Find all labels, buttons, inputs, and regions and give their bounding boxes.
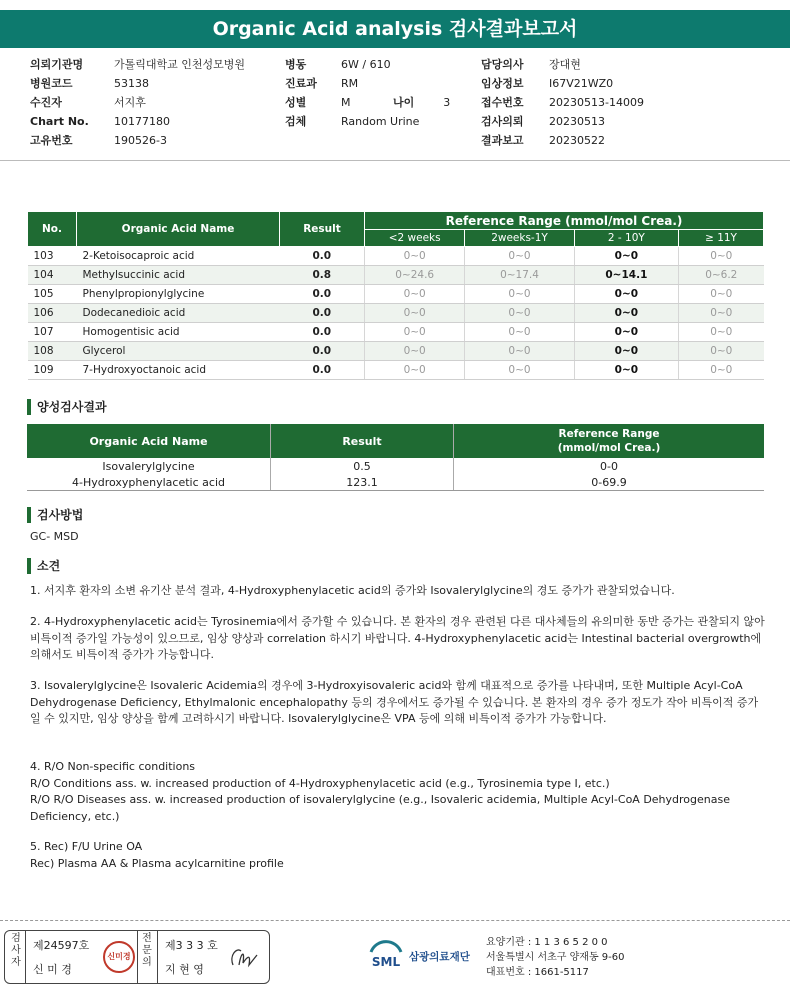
patient-field	[30, 93, 245, 112]
patient-field-value: 20230513-14009	[549, 96, 644, 109]
positive-results-heading: 양성검사결과	[27, 399, 107, 415]
positive-acid-name: Isovalerylglycine	[102, 459, 195, 473]
table-row	[28, 304, 764, 323]
positive-results-body	[27, 458, 764, 491]
finding-paragraph-4: 4. R/O Non-specific conditions R/O Conditions ass. w. increased production of 4-Hydroxyphenylacetic acid (e.g., Tyrosinemia type Ⅰ, etc.) R/O R/O Diseases ass. w. increased production of isovalerylglycine (e.g., Isovaleric acidemia, Multiple Acyl-CoA Dehydrogenase Deficiency, etc.)	[30, 760, 730, 823]
acid-name: Dodecanedioic acid	[77, 304, 280, 323]
table-row	[27, 474, 764, 491]
range-header: <2 weeks	[365, 230, 465, 247]
patient-field	[285, 112, 419, 131]
result-value: 0.0	[280, 361, 365, 380]
svg-text:SML: SML	[371, 955, 401, 969]
acid-name: Methylsuccinic acid	[77, 266, 280, 285]
finding-paragraph-1: 1. 서지후 환자의 소변 유기산 분석 결과, 4-Hydroxyphenylacetic acid의 증가와 Isovalerylglycine의 경도 증가가 관찰되었습니다.	[30, 584, 675, 597]
reference-value: 0~0	[574, 342, 678, 361]
positive-result-value: 0.5	[271, 458, 454, 474]
acid-name: 2-Ketoisocaproic acid	[77, 247, 280, 266]
reference-value: 0~0	[465, 342, 574, 361]
age-field	[393, 93, 450, 112]
patient-field-label: 검체	[285, 115, 307, 128]
row-number: 107	[28, 323, 77, 342]
reference-value: 0~0	[365, 361, 465, 380]
col-header-result: Result	[280, 212, 365, 247]
specialist-license-no: 제3 3 3 호	[165, 939, 218, 952]
reference-value: 0~0	[574, 323, 678, 342]
result-value: 0.0	[280, 304, 365, 323]
specialist-role: 전 문 의	[142, 933, 152, 968]
report-title: Organic Acid analysis 검사결과보고서	[0, 10, 790, 48]
reference-value: 0~0	[679, 323, 764, 342]
reference-value: 0~0	[679, 247, 764, 266]
positive-reference-value: 0-0	[454, 458, 765, 474]
row-number: 109	[28, 361, 77, 380]
signature-box	[4, 930, 270, 984]
table-row	[28, 285, 764, 304]
sign-divider	[25, 931, 26, 983]
pos-header-result: Result	[271, 424, 454, 458]
range-header: ≥ 11Y	[679, 230, 764, 247]
reference-value: 0~0	[465, 285, 574, 304]
patient-field-value: RM	[341, 77, 359, 90]
patient-field-value: 20230522	[549, 134, 605, 147]
patient-field	[30, 112, 245, 131]
col-header-no: No.	[28, 212, 77, 247]
result-value: 0.0	[280, 342, 365, 361]
patient-field	[481, 74, 644, 93]
result-value: 0.0	[280, 247, 365, 266]
patient-field-label: 병동	[285, 58, 307, 71]
reference-value: 0~0	[365, 342, 465, 361]
patient-field	[481, 93, 644, 112]
patient-field-value: 190526-3	[114, 134, 167, 147]
patient-field-label: 접수번호	[481, 96, 524, 109]
patient-field-label: Chart No.	[30, 115, 89, 128]
patient-field	[285, 74, 419, 93]
table-row	[28, 323, 764, 342]
reference-value: 0~0	[365, 323, 465, 342]
finding-paragraph-3: 3. Isovalerylglycine은 Isovaleric Acidemia의 경우에 3-Hydroxyisovaleric acid와 함께 대표적으로 증가를 나타내며, 또한 Multiple Acyl-CoA Dehydrogenase Deficiency, Ethylmalonic encephalopathy 등의 경우에서도 증가될 수 있습니다. 본 환자의 경우 증가 정도가 작아 비특이적 증가일 수 있지만, 임상 양상을 함께 고려하시기 바랍니다. Isovalerylglycine은 VPA 등에 의해 비특이적 증가가 가능합니다.	[30, 679, 759, 725]
patient-field-value: 6W / 610	[341, 58, 391, 71]
patient-field-value: I67V21WZ0	[549, 77, 614, 90]
pos-header-name: Organic Acid Name	[27, 424, 271, 458]
reference-value: 0~0	[365, 285, 465, 304]
reference-value: 0~0	[465, 361, 574, 380]
patient-field-label: 고유번호	[30, 134, 73, 147]
sign-divider	[157, 931, 158, 983]
header-divider	[0, 160, 790, 161]
pos-header-reference: Reference Range (mmol/mol Crea.)	[454, 424, 765, 458]
reference-value: 0~24.6	[365, 266, 465, 285]
examiner-seal: 신미경	[103, 941, 135, 973]
patient-field-value: 53138	[114, 77, 149, 90]
positive-result-value: 123.1	[271, 474, 454, 491]
col-header-name: Organic Acid Name	[77, 212, 280, 247]
table-row	[28, 266, 764, 285]
reference-value: 0~0	[574, 361, 678, 380]
row-number: 108	[28, 342, 77, 361]
patient-field-value: 가톨릭대학교 인천성모병원	[114, 58, 246, 71]
reference-value: 0~0	[365, 247, 465, 266]
patient-field-value: M	[341, 96, 351, 109]
col-header-reference: Reference Range (mmol/mol Crea.)	[365, 212, 764, 230]
patient-field-value: 10177180	[114, 115, 170, 128]
table-row	[28, 247, 764, 266]
row-number: 106	[28, 304, 77, 323]
examiner-role: 검 사 자	[11, 933, 21, 968]
row-number: 104	[28, 266, 77, 285]
examiner-license-no: 제24597호	[33, 939, 90, 952]
reference-value: 0~0	[574, 247, 678, 266]
examiner-name: 신 미 경	[33, 963, 72, 976]
reference-value: 0~17.4	[465, 266, 574, 285]
patient-field	[481, 55, 644, 74]
table-row	[28, 361, 764, 380]
range-header: 2weeks-1Y	[465, 230, 574, 247]
sign-divider	[137, 931, 138, 983]
reference-value: 0~0	[465, 323, 574, 342]
reference-value: 0~6.2	[679, 266, 764, 285]
acid-name: Homogentisic acid	[77, 323, 280, 342]
method-heading: 검사방법	[27, 507, 83, 523]
reference-value: 0~0	[679, 361, 764, 380]
age-value: 3	[443, 96, 451, 109]
reference-value: 0~0	[465, 247, 574, 266]
reference-value: 0~0	[679, 342, 764, 361]
positive-results-table	[27, 424, 764, 491]
finding-paragraph-5: 5. Rec) F/U Urine OA Rec) Plasma AA & Plasma acylcarnitine profile	[30, 840, 284, 870]
org-code: 요양기관 : 1 1 3 6 5 2 0 0	[486, 937, 608, 948]
patient-field-label: 진료과	[285, 77, 317, 90]
reference-value: 0~0	[679, 285, 764, 304]
patient-field-label: 병원코드	[30, 77, 73, 90]
positive-reference-value: 0-69.9	[454, 474, 765, 491]
age-label: 나이	[393, 96, 415, 109]
acid-name: 7-Hydroxyoctanoic acid	[77, 361, 280, 380]
specialist-name: 지 현 영	[165, 963, 204, 976]
acid-name: Glycerol	[77, 342, 280, 361]
patient-field	[481, 131, 644, 150]
patient-field	[30, 74, 245, 93]
result-value: 0.0	[280, 323, 365, 342]
patient-field-label: 성별	[285, 96, 307, 109]
patient-info-col3	[481, 55, 644, 150]
patient-field-value: 장대현	[549, 58, 581, 71]
reference-value: 0~0	[465, 304, 574, 323]
method-text: GC- MSD	[30, 530, 79, 543]
patient-field	[30, 55, 245, 74]
positive-acid-name: 4-Hydroxyphenylacetic acid	[27, 474, 271, 491]
patient-field-value: 20230513	[549, 115, 605, 128]
footer-divider	[0, 920, 790, 921]
table-row	[27, 458, 764, 474]
patient-info-col1	[30, 55, 245, 150]
org-phone: 대표번호 : 1661-5117	[486, 967, 589, 978]
patient-field-label: 수진자	[30, 96, 62, 109]
results-table	[27, 211, 764, 380]
reference-value: 0~0	[574, 304, 678, 323]
patient-field-label: 임상정보	[481, 77, 524, 90]
results-body	[28, 247, 764, 380]
patient-field-label: 담당의사	[481, 58, 524, 71]
row-number: 105	[28, 285, 77, 304]
patient-field-value: 서지후	[114, 96, 146, 109]
reference-value: 0~0	[365, 304, 465, 323]
sml-logo-icon	[367, 937, 405, 975]
org-name: 삼광의료재단	[409, 951, 470, 963]
finding-paragraph-2: 2. 4-Hydroxyphenylacetic acid는 Tyrosinemia에서 증가할 수 있습니다. 본 환자의 경우 관련된 다른 대사체들의 유의미한 동반 증가는 관찰되지 않아 비특이적 증가일 가능성이 있으므로, 임상 양상과 correlation 하시기 바랍니다. 4-Hydroxyphenylacetic acid는 Intestinal bacterial overgrowth에 의해서도 비특이적 증가가 가능합니다.	[30, 615, 765, 661]
patient-field-label: 의뢰기관명	[30, 58, 84, 71]
reference-value: 0~14.1	[574, 266, 678, 285]
findings-heading: 소견	[27, 558, 60, 574]
org-address: 서울특별시 서초구 양재동 9-60	[486, 952, 625, 963]
patient-field-label: 결과보고	[481, 134, 524, 147]
patient-field	[285, 55, 419, 74]
patient-field	[30, 131, 245, 150]
patient-field-value: Random Urine	[341, 115, 420, 128]
result-value: 0.8	[280, 266, 365, 285]
result-value: 0.0	[280, 285, 365, 304]
table-row	[28, 342, 764, 361]
reference-value: 0~0	[679, 304, 764, 323]
range-header: 2 - 10Y	[574, 230, 678, 247]
patient-field-label: 검사의뢰	[481, 115, 524, 128]
patient-field	[481, 112, 644, 131]
specialist-signature	[227, 943, 261, 971]
reference-value: 0~0	[574, 285, 678, 304]
row-number: 103	[28, 247, 77, 266]
acid-name: Phenylpropionylglycine	[77, 285, 280, 304]
